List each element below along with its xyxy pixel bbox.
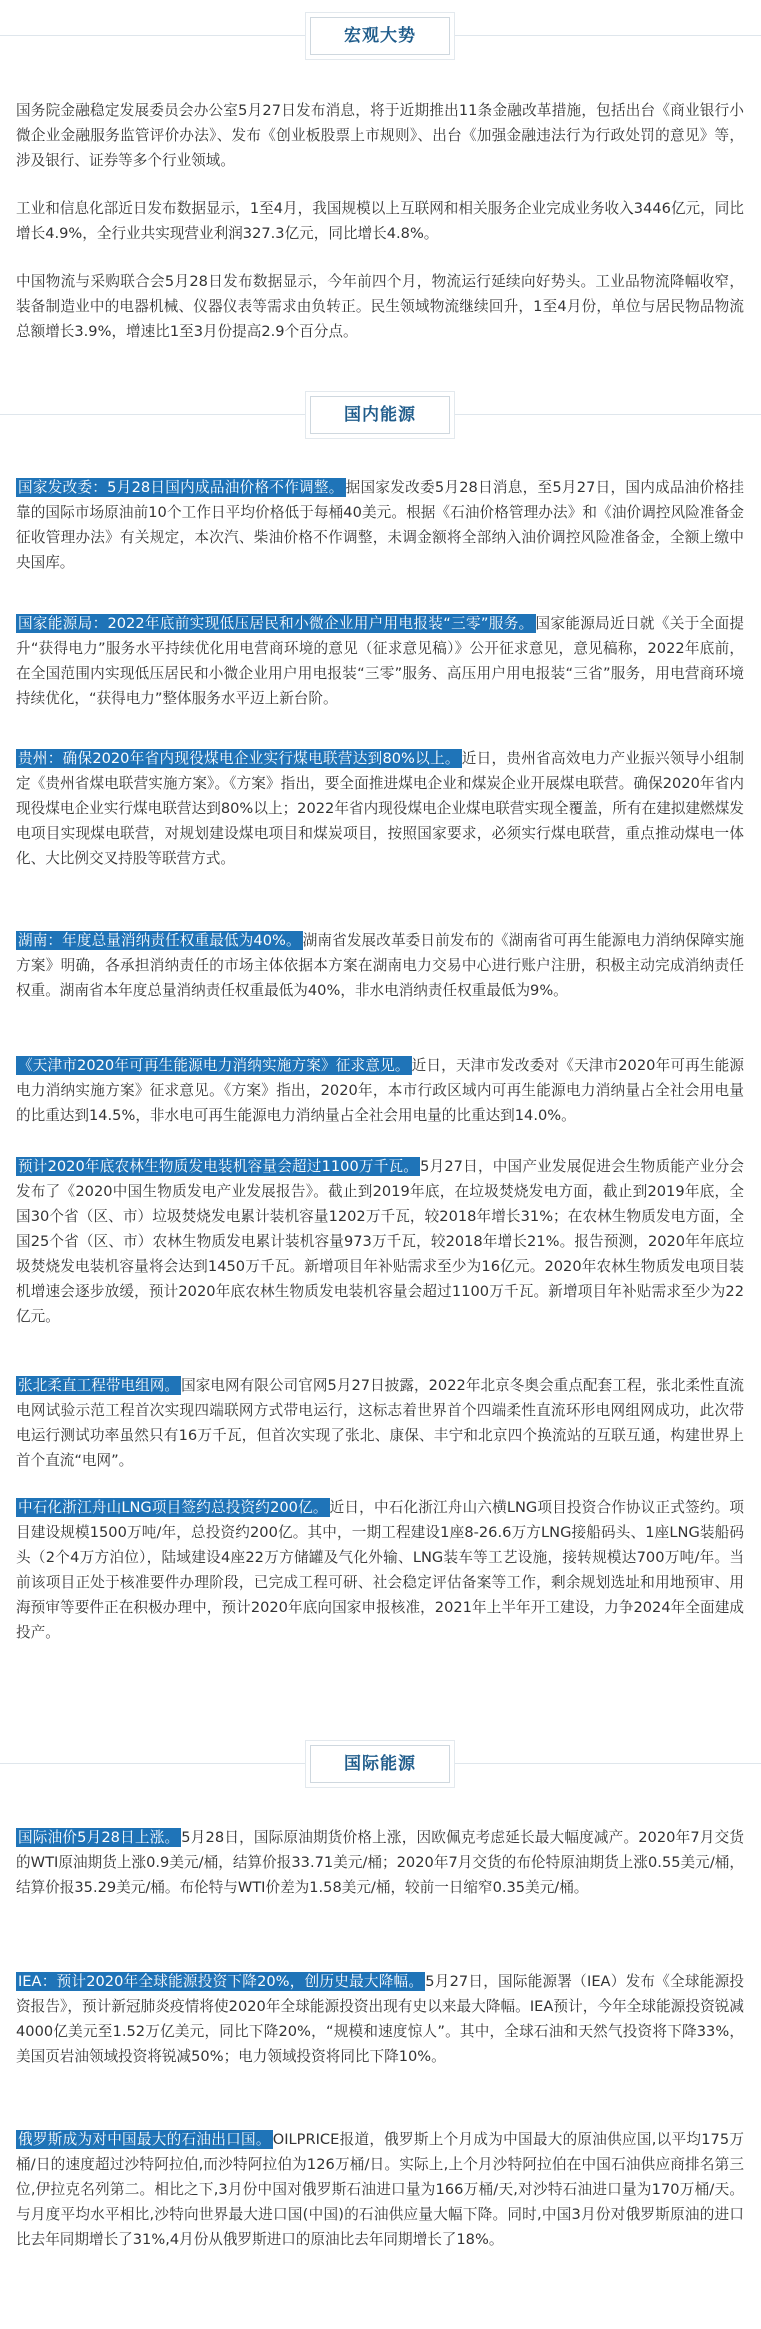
news-item	[16, 611, 744, 711]
item-headline: 俄罗斯成为对中国最大的石油出口国。	[18, 2131, 271, 2148]
news-item	[16, 1825, 744, 1900]
news-item	[16, 269, 744, 344]
item-body: 湖南省发展改革委日前发布的《湖南省可再生能源电力消纳保障实施方案》明确，各承担消纳责任的市场主体依据本方案在湖南电力交易中心进行账户注册，积极主动完成消纳责任权重。湖南省本年度总量消纳责任权重最低为40%，非水电消纳责任权重最低为9%。	[16, 932, 744, 999]
section-title-box	[310, 396, 450, 434]
item-body: 近日，中石化浙江舟山六横LNG项目投资合作协议正式签约。项目建设规模1500万吨/年，总投资约200亿。其中，一期工程建设1座8-26.6万方LNG接船码头、1座LNG装船码头（2个4万方泊位），陆域建设4座22万方储罐及气化外输、LNG装车等工艺设施，接转规模达700万吨/年。当前该项目正处于核准要件办理阶段，已完成工程可研、社会稳定评估备案等工作，剩余规划选址和用地预审、用海预审等要件正在积极办理中，预计2020年底向国家申报核准，2021年上半年开工建设，力争2024年全面建成投产。	[16, 1499, 744, 1641]
news-item	[16, 196, 744, 246]
item-headline: 《天津市2020年可再生能源电力消纳实施方案》征求意见。	[18, 1057, 410, 1074]
news-item	[16, 746, 744, 871]
section-header-domestic	[0, 391, 761, 439]
item-headline: 张北柔直工程带电组网。	[18, 1377, 180, 1394]
item-headline: 中石化浙江舟山LNG项目签约总投资约200亿。	[18, 1499, 328, 1516]
section-header-macro	[0, 12, 761, 60]
news-item	[16, 1053, 744, 1128]
item-body: 5月27日，中国产业发展促进会生物质能产业分会发布了《2020中国生物质发电产业发展报告》。截止到2019年底，在垃圾焚烧发电方面，截止到2019年底，全国30个省（区、市）垃圾焚烧发电累计装机容量1202万千瓦，较2018年增长31%；在农林生物质发电方面，全国25个省（区、市）农林生物质发电累计装机容量973万千瓦，较2018年增长21%。报告预测，2020年年底垃圾焚烧发电装机容量将会达到1450万千瓦。新增项目年补贴需求至少为16亿元。2020年农林生物质发电项目装机增速会逐步放缓，预计2020年底农林生物质发电装机容量会超过1100万千瓦。新增项目年补贴需求至少为22亿元。	[16, 1158, 744, 1325]
section-title: 国内能源	[344, 405, 416, 425]
item-headline: 国家能源局：2022年底前实现低压居民和小微企业用户用电报装“三零”服务。	[18, 615, 534, 632]
item-body: OILPRICE报道，俄罗斯上个月成为中国最大的原油供应国,以平均175万桶/日的速度超过沙特阿拉伯,而沙特阿拉伯为126万桶/日。实际上,上个月沙特阿拉伯在中国石油供应商排名第三位,伊拉克名列第二。相比之下,3月份中国对俄罗斯石油进口量为166万桶/天,对沙特石油进口量为170万桶/天。与月度平均水平相比,沙特向世界最大进口国(中国)的石油供应量大幅下降。同时,中国3月份对俄罗斯原油的进口比去年同期增长了31%,4月份从俄罗斯进口的原油比去年同期增长了18%。	[16, 2131, 744, 2248]
item-body: 近日，贵州省高效电力产业振兴领导小组制定《贵州省煤电联营实施方案》。《方案》指出，要全面推进煤电企业和煤炭企业开展煤电联营。确保2020年省内现役煤电企业实行煤电联营达到80%以上；2022年省内现役煤电企业煤电联营实现全覆盖，所有在建拟建燃煤发电项目实现煤电联营，对规划建设煤电项目和煤炭项目，按照国家要求，必须实行煤电联营，重点推动煤电一体化、大比例交叉持股等联营方式。	[16, 750, 744, 867]
item-body: 中国物流与采购联合会5月28日发布数据显示，今年前四个月，物流运行延续向好势头。工业品物流降幅收窄，装备制造业中的电器机械、仪器仪表等需求由负转正。民生领域物流继续回升，1至4月份，单位与居民物品物流总额增长3.9%，增速比1至3月份提高2.9个百分点。	[16, 273, 744, 340]
section-title: 国际能源	[344, 1754, 416, 1774]
item-headline: 预计2020年底农林生物质发电装机容量会超过1100万千瓦。	[18, 1158, 419, 1175]
item-headline: 国家发改委：5月28日国内成品油价格不作调整。	[18, 479, 344, 496]
news-item	[16, 1969, 744, 2069]
news-item	[16, 928, 744, 1003]
news-item	[16, 1154, 744, 1329]
section-title-box	[310, 17, 450, 55]
section-header-international	[0, 1740, 761, 1788]
item-body: 国务院金融稳定发展委员会办公室5月27日发布消息，将于近期推出11条金融改革措施，包括出台《商业银行小微企业金融服务监管评价办法》、发布《创业板股票上市规则》、出台《加强金融违法行为行政处罚的意见》等，涉及银行、证券等多个行业领域。	[16, 102, 744, 169]
section-title-box	[310, 1745, 450, 1783]
item-headline: 国际油价5月28日上涨。	[18, 1829, 180, 1846]
news-item	[16, 475, 744, 575]
item-body: 5月27日，国际能源署（IEA）发布《全球能源投资报告》，预计新冠肺炎疫情将使2020年全球能源投资出现有史以来最大降幅。IEA预计，今年全球能源投资锐减4000亿美元至1.52万亿美元，同比下降20%，“规模和速度惊人”。其中，全球石油和天然气投资将下降33%，美国页岩油领域投资将锐减50%；电力领域投资将同比下降10%。	[16, 1973, 744, 2065]
section-title: 宏观大势	[344, 26, 416, 46]
item-body: 工业和信息化部近日发布数据显示，1至4月，我国规模以上互联网和相关服务企业完成业务收入3446亿元，同比增长4.9%，全行业共实现营业利润327.3亿元，同比增长4.8%。	[16, 200, 744, 242]
news-item	[16, 1495, 744, 1645]
item-body: 近日，天津市发改委对《天津市2020年可再生能源电力消纳实施方案》征求意见。《方案》指出，2020年，本市行政区域内可再生能源电力消纳量占全社会用电量的比重达到14.5%，非水电可再生能源电力消纳量占全社会用电量的比重达到14.0%。	[16, 1057, 744, 1124]
item-body: 国家电网有限公司官网5月27日披露，2022年北京冬奥会重点配套工程，张北柔性直流电网试验示范工程首次实现四端联网方式带电运行，这标志着世界首个四端柔性直流环形电网组网成功，此次带电运行测试功率虽然只有16万千瓦，但首次实现了张北、康保、丰宁和北京四个换流站的互联互通，构建世界上首个直流“电网”。	[16, 1377, 744, 1469]
item-body: 国家能源局近日就《关于全面提升“获得电力”服务水平持续优化用电营商环境的意见（征求意见稿）》公开征求意见，意见稿称，2022年底前，在全国范围内实现低压居民和小微企业用户用电报装“三零”服务、高压用户用电报装“三省”服务，用电营商环境持续优化，“获得电力”整体服务水平迈上新台阶。	[16, 615, 744, 707]
news-item	[16, 98, 744, 173]
news-item	[16, 1373, 744, 1473]
item-body: 据国家发改委5月28日消息，至5月27日，国内成品油价格挂靠的国际市场原油前10个工作日平均价格低于每桶40美元。根据《石油价格管理办法》和《油价调控风险准备金征收管理办法》有关规定，本次汽、柴油价格不作调整，未调金额将全部纳入油价调控风险准备金，全额上缴中央国库。	[16, 479, 744, 571]
item-headline: 贵州：确保2020年省内现役煤电企业实行煤电联营达到80%以上。	[18, 750, 460, 767]
item-body: 5月28日，国际原油期货价格上涨，因欧佩克考虑延长最大幅度减产。2020年7月交货的WTI原油期货上涨0.9美元/桶，结算价报33.71美元/桶；2020年7月交货的布伦特原油期货上涨0.55美元/桶，结算价报35.29美元/桶。布伦特与WTI价差为1.58美元/桶，较前一日缩窄0.35美元/桶。	[16, 1829, 744, 1896]
item-headline: IEA：预计2020年全球能源投资下降20%，创历史最大降幅。	[18, 1973, 424, 1990]
news-item	[16, 2127, 744, 2252]
item-headline: 湖南：年度总量消纳责任权重最低为40%。	[18, 932, 301, 949]
